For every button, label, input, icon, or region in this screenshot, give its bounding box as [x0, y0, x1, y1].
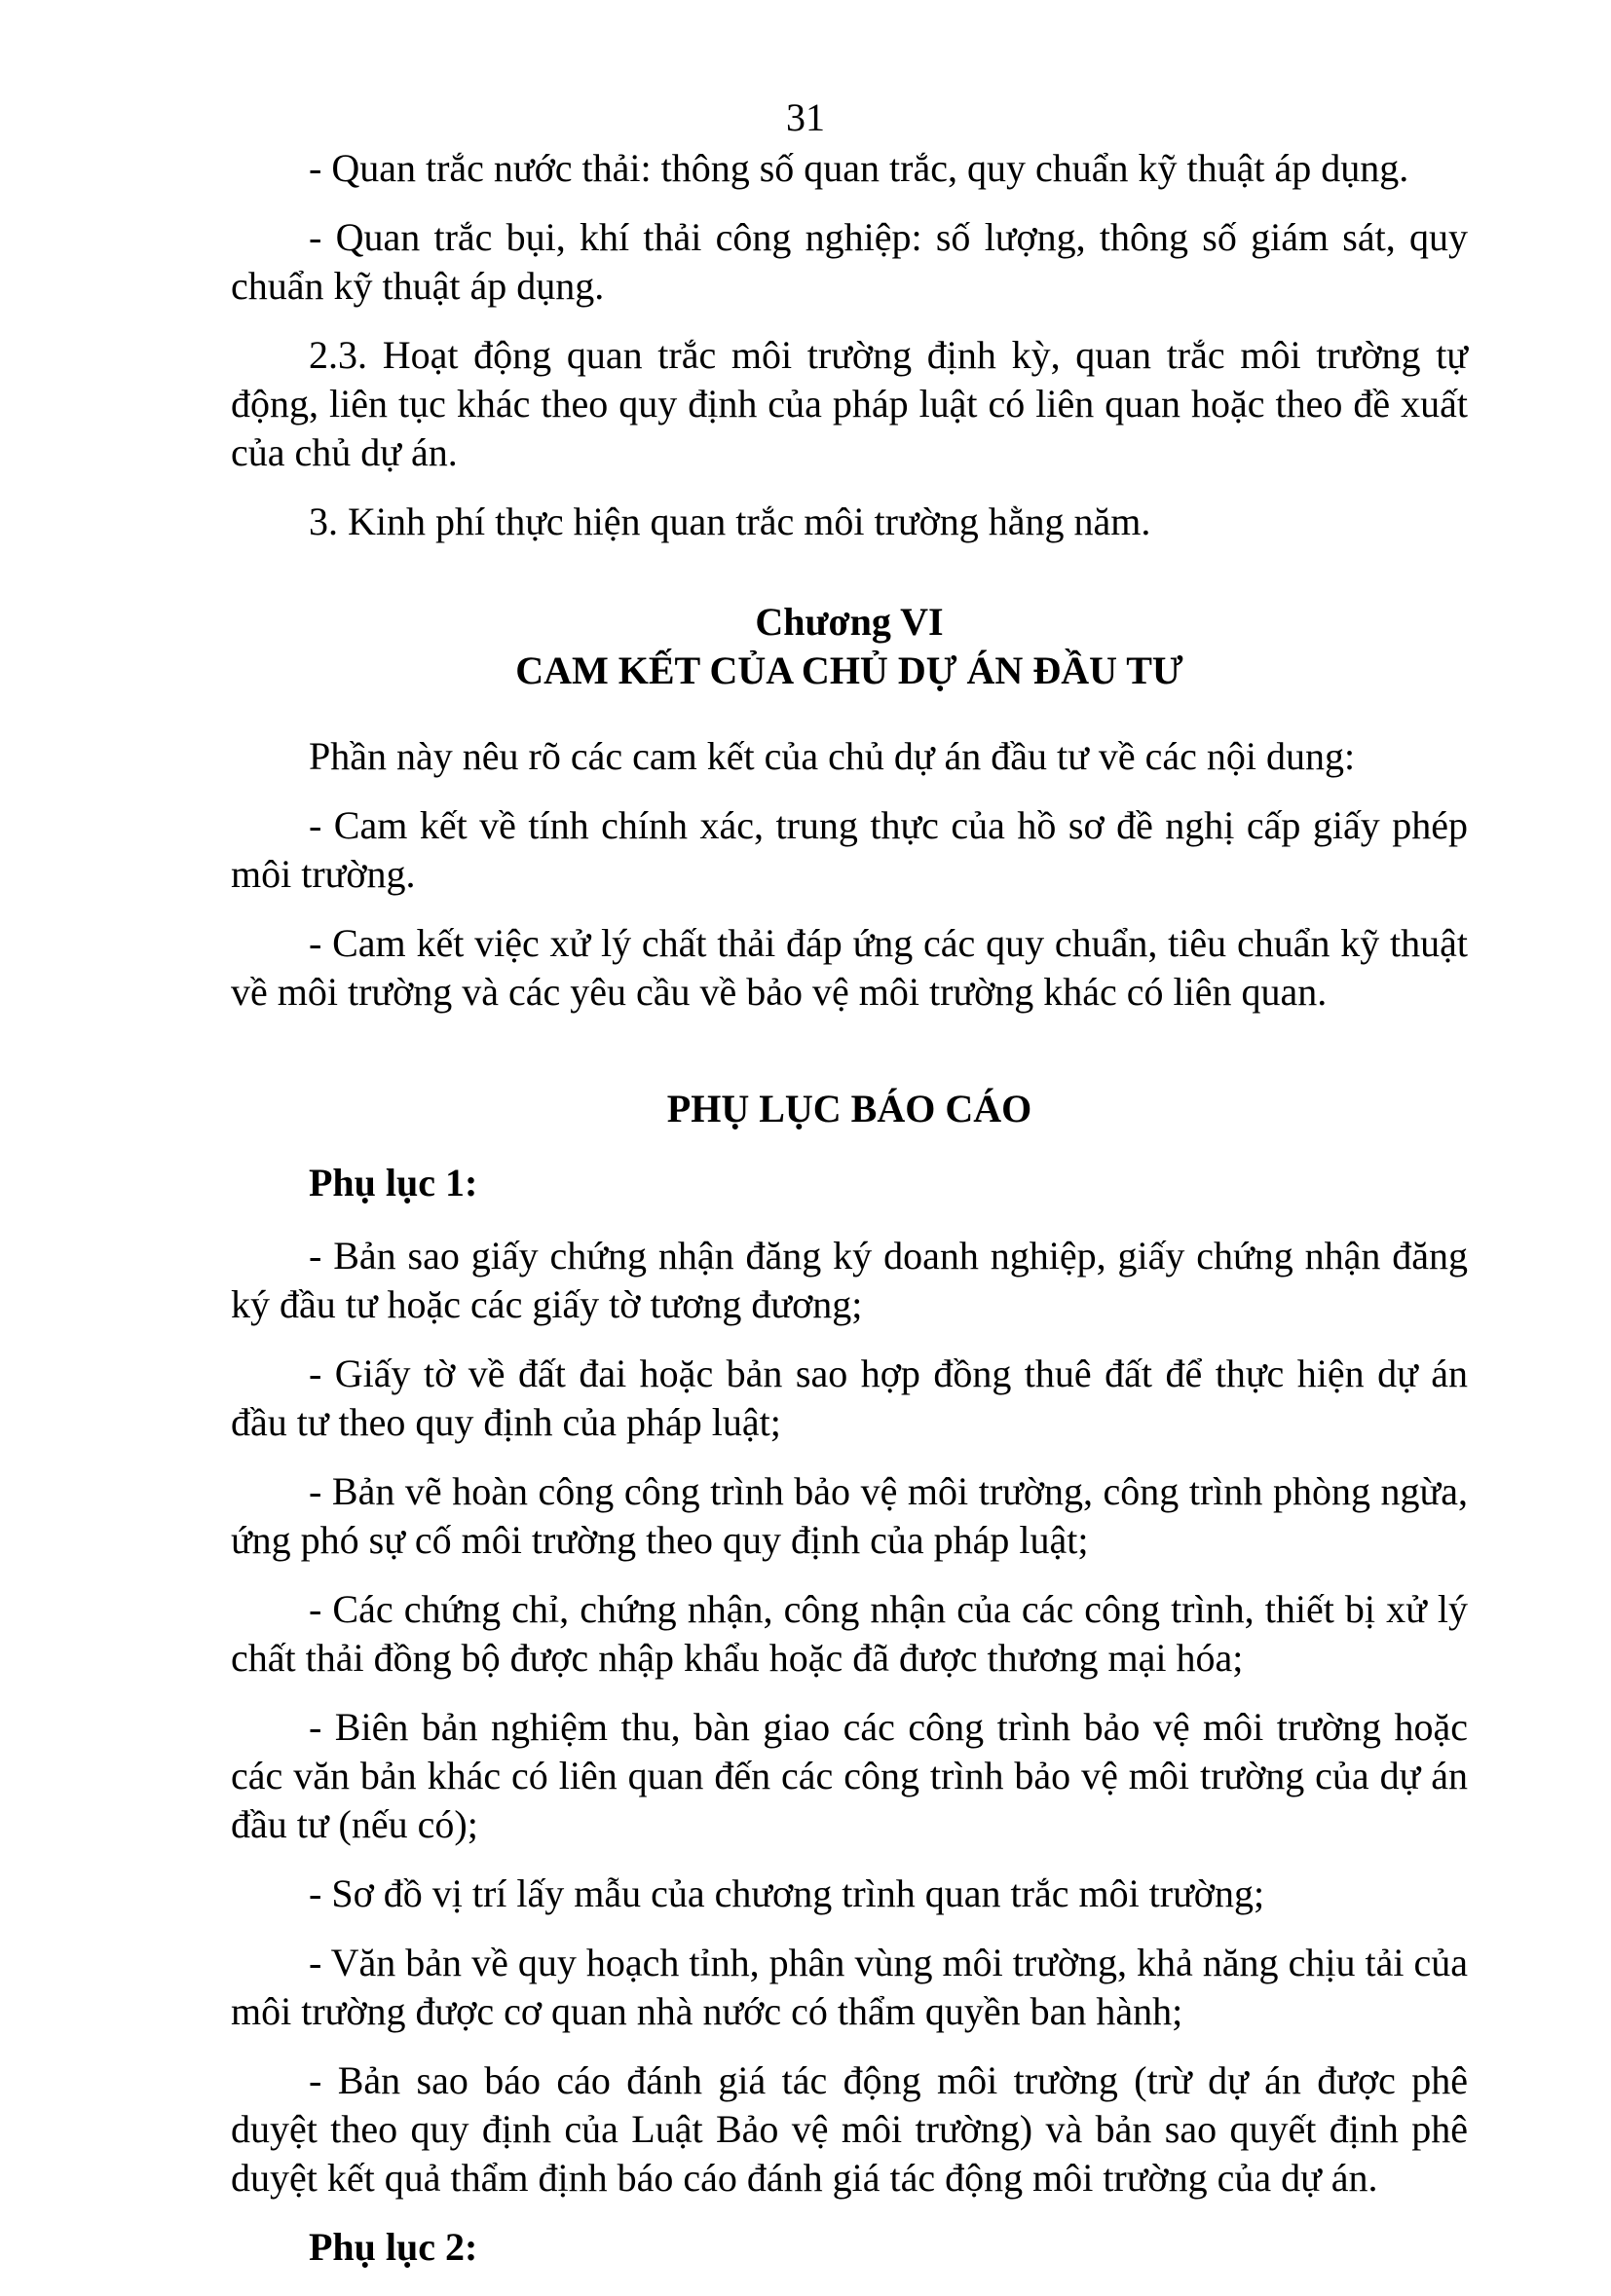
appendix-item: - Sơ đồ vị trí lấy mẫu của chương trình quan trắc môi trường;: [309, 1871, 1265, 1915]
chapter-number: Chương VI: [755, 600, 944, 644]
paragraph-emission-monitoring: - Quan trắc bụi, khí thải công nghiệp: số lượng, thông số giám sát, quy chuẩn kỹ thuật áp dụng.: [231, 215, 1468, 308]
appendix-title: PHỤ LỤC BÁO CÁO: [666, 1087, 1032, 1130]
appendix-item: - Bản vẽ hoàn công công trình bảo vệ môi trường, công trình phòng ngừa, ứng phó sự cố môi trường theo quy định của pháp luật;: [231, 1469, 1468, 1562]
paragraph-monitoring-budget: 3. Kinh phí thực hiện quan trắc môi trường hằng năm.: [309, 500, 1151, 543]
document-body: [231, 144, 1468, 2296]
paragraph-commitment-waste: - Cam kết việc xử lý chất thải đáp ứng các quy chuẩn, tiêu chuẩn kỹ thuật về môi trường và các yêu cầu về bảo vệ môi trường khác có liên quan.: [231, 921, 1468, 1014]
chapter-title: CAM KẾT CỦA CHỦ DỰ ÁN ĐẦU TƯ: [515, 648, 1183, 692]
paragraph-commitment-accuracy: - Cam kết về tính chính xác, trung thực của hồ sơ đề nghị cấp giấy phép môi trường.: [231, 803, 1468, 896]
appendix-item: - Các chứng chỉ, chứng nhận, công nhận của các công trình, thiết bị xử lý chất thải đồng bộ được nhập khẩu hoặc đã được thương mại hóa;: [231, 1587, 1468, 1680]
appendix-item: - Bản sao báo cáo đánh giá tác động môi trường (trừ dự án được phê duyệt theo quy định của Luật Bảo vệ môi trường) và bản sao quyết định phê duyệt kết quả thẩm định báo cáo đánh giá tác động môi trường của dự án.: [231, 2058, 1468, 2200]
paragraph-wastewater-monitoring: - Quan trắc nước thải: thông số quan trắc, quy chuẩn kỹ thuật áp dụng.: [309, 146, 1409, 190]
paragraph-commitment-intro: Phần này nêu rõ các cam kết của chủ dự án đầu tư về các nội dung:: [309, 734, 1356, 778]
appendix-item: - Bản sao giấy chứng nhận đăng ký doanh nghiệp, giấy chứng nhận đăng ký đầu tư hoặc các giấy tờ tương đương;: [231, 1234, 1468, 1326]
appendix-item: - Văn bản về quy hoạch tỉnh, phân vùng môi trường, khả năng chịu tải của môi trường được cơ quan nhà nước có thẩm quyền ban hành;: [231, 1941, 1468, 2033]
paragraph-periodic-monitoring: 2.3. Hoạt động quan trắc môi trường định kỳ, quan trắc môi trường tự động, liên tục khác theo quy định của pháp luật có liên quan hoặc theo đề xuất của chủ dự án.: [231, 333, 1468, 474]
chapter-heading: [231, 598, 1468, 695]
appendix-1-heading: Phụ lục 1:: [309, 1161, 478, 1204]
appendix-2-heading: Phụ lục 2:: [309, 2225, 478, 2269]
appendix-item: - Biên bản nghiệm thu, bàn giao các công trình bảo vệ môi trường hoặc các văn bản khác có liên quan đến các công trình bảo vệ môi trường của dự án đầu tư (nếu có);: [231, 1705, 1468, 1846]
page-number: 31: [786, 95, 825, 139]
appendix-item: - Giấy tờ về đất đai hoặc bản sao hợp đồng thuê đất để thực hiện dự án đầu tư theo quy định của pháp luật;: [231, 1352, 1468, 1444]
